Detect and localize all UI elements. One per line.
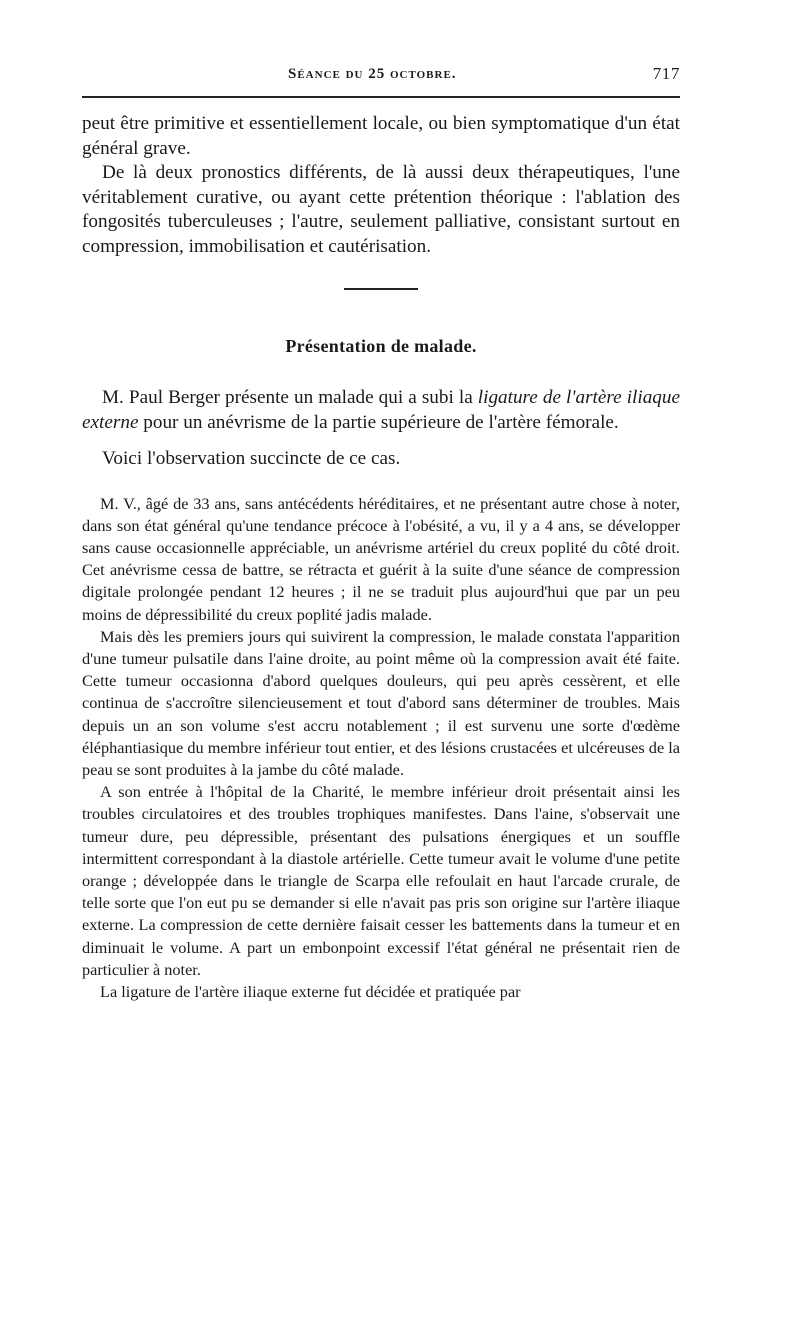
intro-italic-procedure: ligature de l'artère iliaque externe xyxy=(82,386,681,433)
page-number: 717 xyxy=(652,64,680,83)
observation-paragraph-1: M. V., âgé de 33 ans, sans antécédents héréditaires, et ne présentant autre chose à noter, dans son état général qu'une tendance précoce à l'obésité, a vu, il y a 4 ans, se développer sans cause occasionnelle appréciable, un anévrisme artériel du creux poplité du côté droit. Cet anévrisme cessa de battre, se rétracta et guérit à la suite d'une séance de compression digitale prolongée pendant 12 heures ; il ne se traduit plus aujourd'hui que par un peu moins de dépressibilité du creux poplité jadis malade. xyxy=(82,493,680,624)
intro-paragraph xyxy=(82,385,680,435)
intro-second-line: Voici l'observation succincte de ce cas. xyxy=(102,447,401,469)
running-title: Séance du 25 octobre. xyxy=(288,66,457,82)
section-divider xyxy=(344,288,418,290)
running-head xyxy=(82,60,680,88)
page xyxy=(82,60,680,1003)
observation-paragraph-3: A son entrée à l'hôpital de la Charité, le membre inférieur droit présentait ainsi les troubles circulatoires et des troubles trophiques manifestes. Dans l'aine, s'observait une tumeur dure, peu dépressible, présentant des pulsations énergiques et un souffle intermittent correspondant à la diastole artérielle. Cette tumeur avait le volume d'une petite orange ; développée dans le triangle de Scarpa elle refoulait en haut l'arcade crurale, de telle sorte que l'on eut pu se demander si elle n'avait pas pris son origine sur l'artère iliaque externe. La compression de cette dernière faisait cesser les battements dans la tumeur et en diminuait le volume. A part un embonpoint excessif l'état général ne présentait rien de particulier à noter. xyxy=(82,782,680,979)
section-heading: Présentation de malade. xyxy=(285,335,477,356)
intro-text-before: présente un malade qui a subi la xyxy=(225,386,473,408)
intro-author: M. Paul Berger xyxy=(102,386,220,408)
paragraph-prognostics: De là deux pronostics différents, de là aussi deux thérapeutiques, l'une véritablement curative, ou ayant cette prétention théorique : l'ablation des fongosités tuberculeuses ; l'autre, seulement palliative, consistant surtout en compression, immobilisation et cautérisation. xyxy=(82,162,680,257)
intro-text-after: pour un anévrisme de la partie supérieure de l'artère fémorale. xyxy=(143,411,619,433)
observation-paragraph-4: La ligature de l'artère iliaque externe fut décidée et pratiquée par xyxy=(100,982,521,1002)
paragraph-continuation: peut être primitive et essentiellement locale, ou bien symptomatique d'un état général grave. xyxy=(82,113,680,159)
header-rule xyxy=(82,96,680,98)
observation-block xyxy=(82,493,680,1004)
observation-paragraph-2: Mais dès les premiers jours qui suivirent la compression, le malade constata l'apparition d'une tumeur pulsatile dans l'aine droite, au point même où la compression avait été faite. Cette tumeur occasionna d'abord quelques douleurs, qui peu après cessèrent, et elle continua de s'accroître silencieusement et tout d'abord sans déterminer de troubles. Mais depuis un an son volume s'est accru notablement ; il est survenu une sorte d'œdème éléphantiasique du membre inférieur tout entier, et des lésions crustacées et ulcéreuses de la peau se sont produites à la jambe du côté malade. xyxy=(82,626,680,779)
